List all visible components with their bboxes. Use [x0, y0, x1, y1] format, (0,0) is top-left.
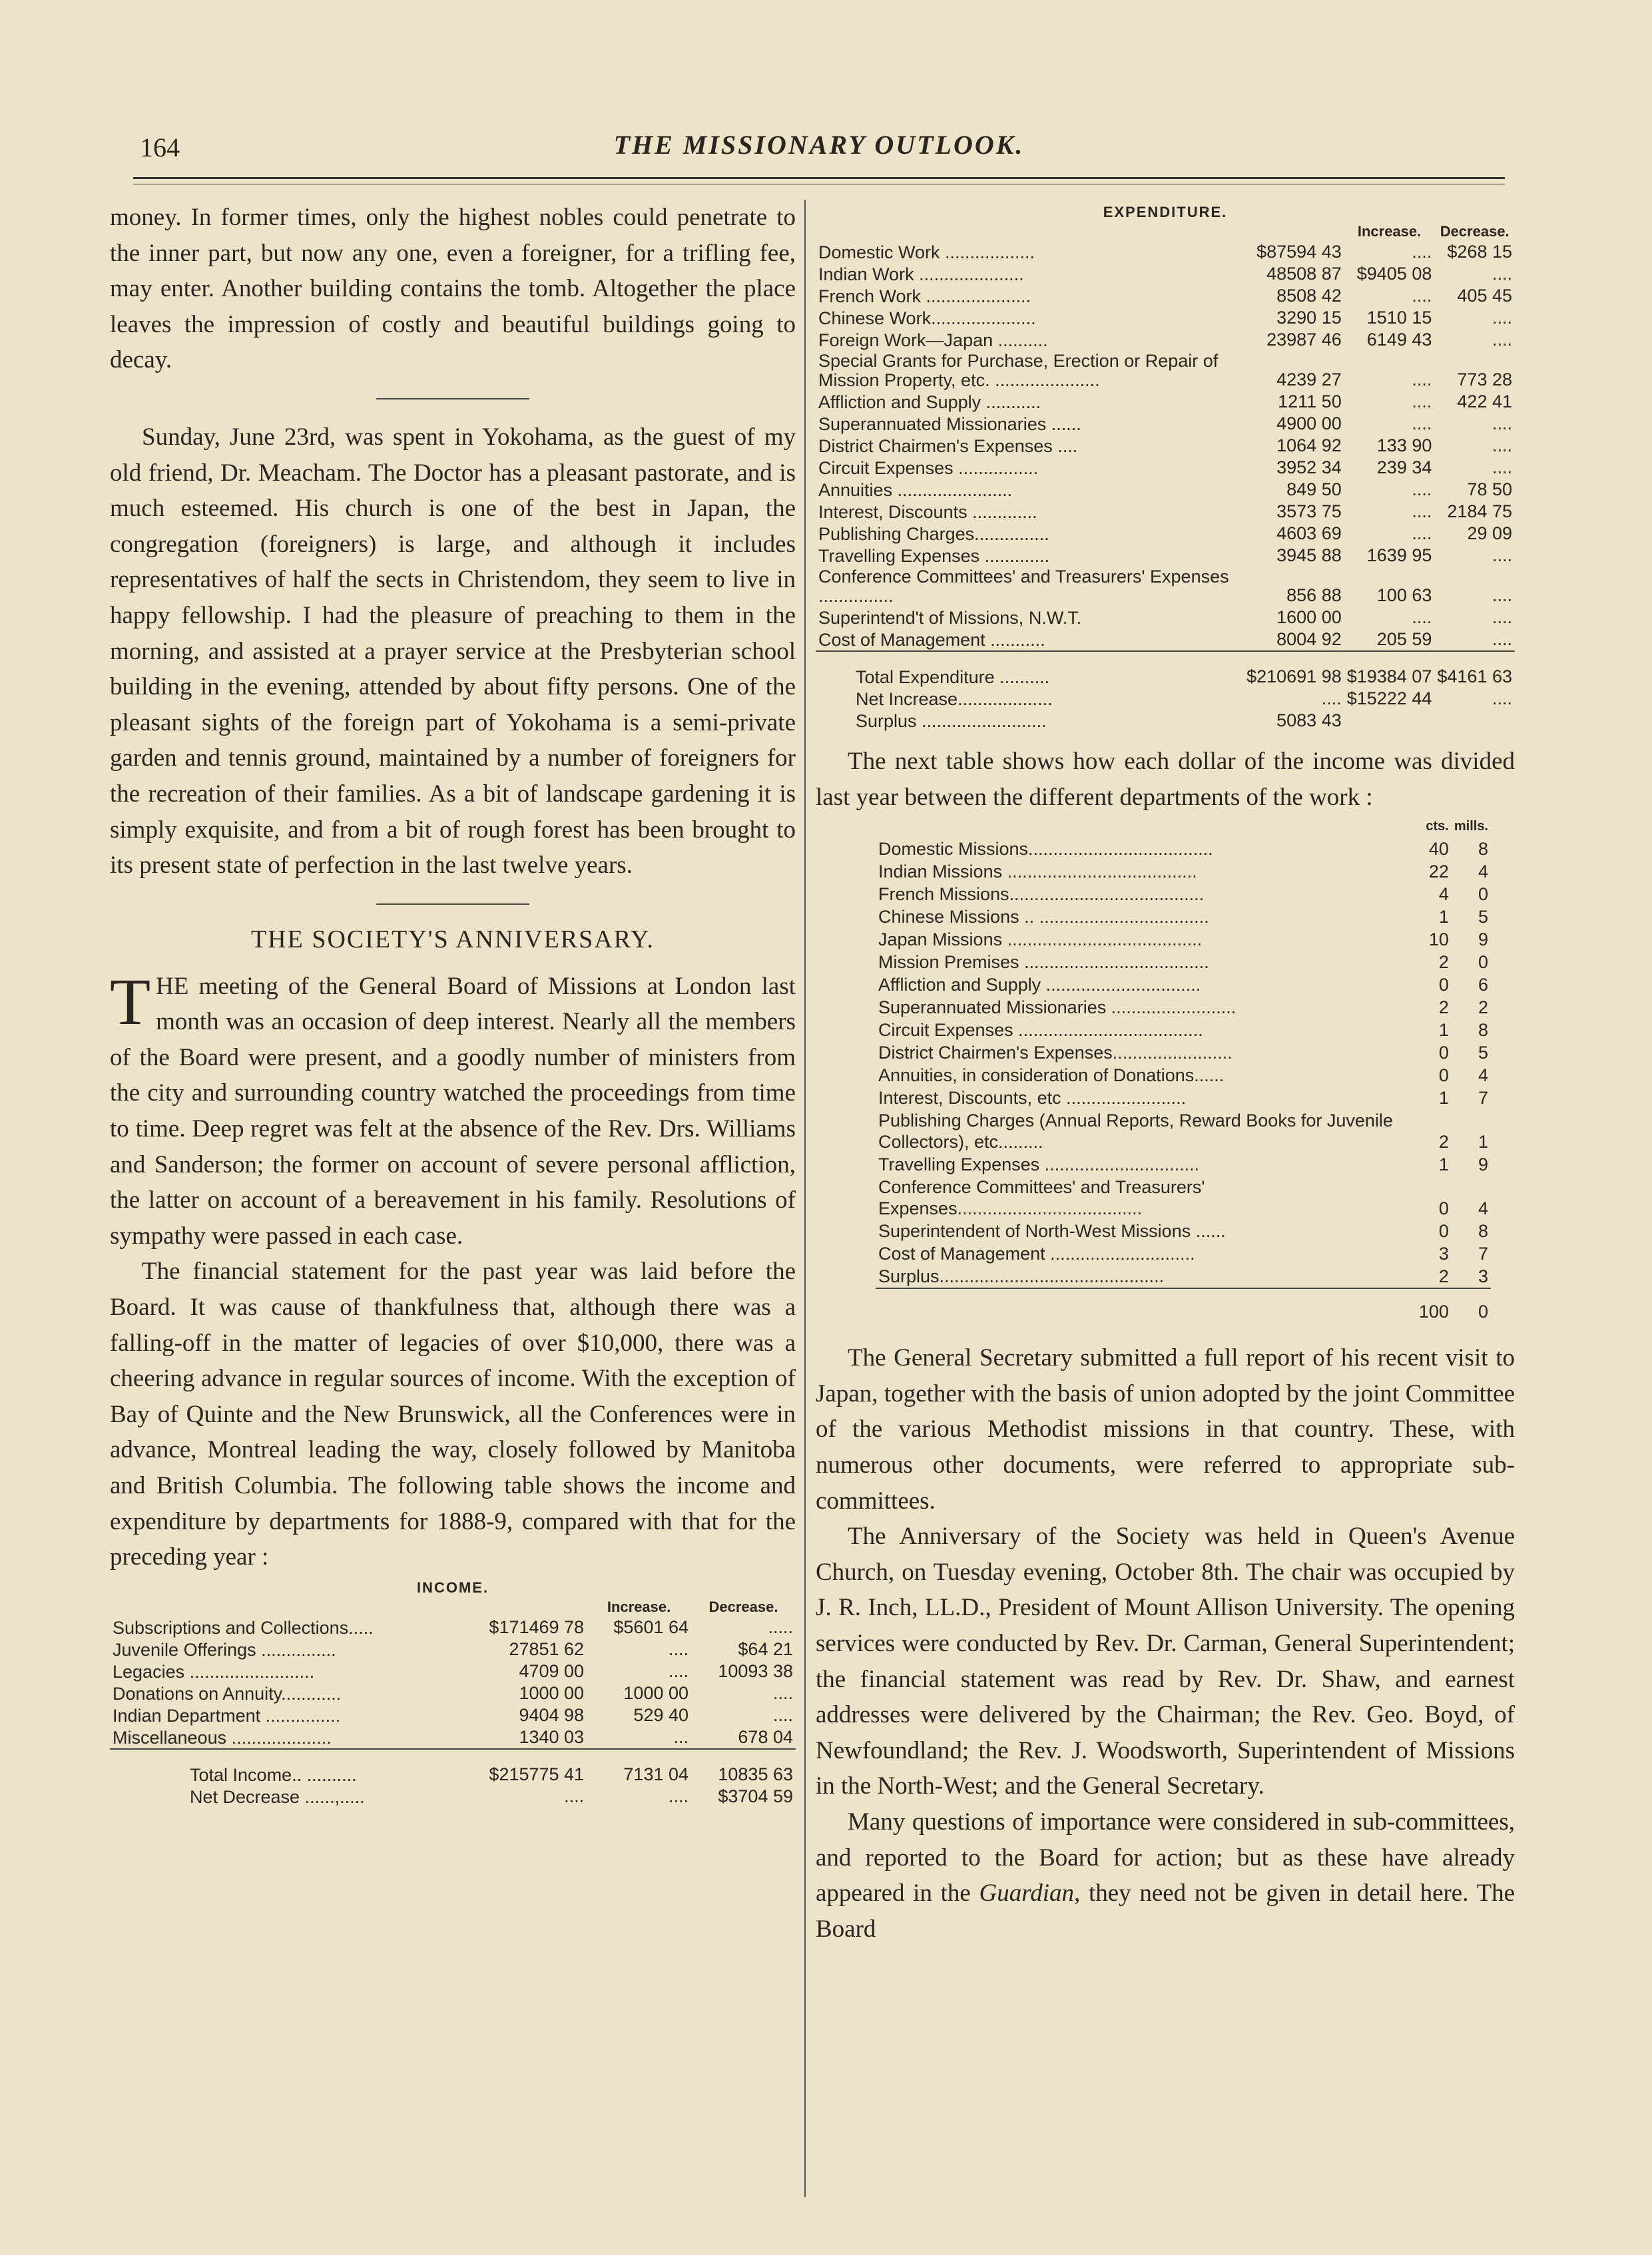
- guardian-italic: Guardian,: [979, 1879, 1081, 1907]
- distribution-mills: 5: [1478, 1043, 1488, 1063]
- section-separator: [376, 398, 529, 399]
- expenditure-total-amount: $210691 98: [1244, 651, 1344, 688]
- expenditure-row: [816, 479, 1515, 501]
- distribution-mills: 9: [1478, 929, 1488, 950]
- distribution-row: [876, 905, 1491, 928]
- paragraph-yokohama: Sunday, June 23rd, was spent in Yokohama, as the guest of my old friend, Dr. Meacham. The Doctor has a pleasant pastorate, and is much esteemed. His church is one of the best in Japan, the congregation (foreigners) is large, and although it includes representatives of half the sects in Christendom, they seem to live in happy fellowship. I had the pleasure of preaching to them in the morning, and assisted at a prayer service at the Presbyterian school building in the evening, attended by about fifty persons. One of the pleasant sights of the foreign part of Yokohama is a semi-private garden and tennis ground, maintained by a number of foreigners for the recreation of their families. As a bit of landscape gardening it is simply exquisite, and from a bit of rough forest has been brought to its present state of perfection in the last twelve years.: [110, 423, 796, 879]
- expenditure-increase: 6149 43: [1366, 330, 1432, 350]
- distribution-cts: 0: [1438, 975, 1449, 995]
- expenditure-row: [816, 628, 1515, 651]
- expenditure-label: Annuities .......................: [818, 480, 1013, 500]
- distribution-label: Chinese Missions .. ..................................: [878, 907, 1209, 927]
- income-increase: ....: [669, 1638, 689, 1659]
- distribution-mills: 8: [1478, 1020, 1488, 1041]
- income-table: [110, 1598, 796, 1808]
- income-label: Legacies .........................: [113, 1661, 315, 1682]
- expenditure-net-increase: $15222 44: [1346, 688, 1432, 708]
- distribution-cts: 0: [1438, 1221, 1449, 1242]
- expenditure-label: Conference Committees' and Treasurers' Expenses ...............: [818, 567, 1229, 606]
- expenditure-label: Superannuated Missionaries ......: [818, 414, 1081, 434]
- distribution-cts: 1: [1438, 1088, 1449, 1109]
- expenditure-decrease: ....: [1492, 435, 1512, 455]
- distribution-cts: 2: [1438, 997, 1449, 1018]
- distribution-cts: 1: [1438, 1020, 1449, 1041]
- income-amount: 4709 00: [519, 1660, 585, 1681]
- income-col-decrease: Decrease.: [708, 1598, 778, 1615]
- expenditure-increase: ....: [1412, 413, 1432, 433]
- distribution-label: Circuit Expenses .....................................: [878, 1020, 1203, 1041]
- distribution-cts: 4: [1438, 884, 1449, 905]
- distribution-mills: 8: [1478, 1221, 1488, 1242]
- expenditure-total-decrease: $4161 63: [1434, 651, 1515, 688]
- expenditure-amount: 849 50: [1286, 479, 1342, 499]
- expenditure-decrease: 405 45: [1457, 286, 1512, 306]
- distribution-cts: 40: [1428, 839, 1449, 860]
- expenditure-amount: 4603 69: [1276, 523, 1342, 543]
- distribution-cts: 0: [1438, 1065, 1449, 1086]
- expenditure-decrease: 2184 75: [1447, 501, 1512, 521]
- expenditure-increase: ....: [1412, 607, 1432, 627]
- income-row: [110, 1682, 796, 1704]
- distribution-row: [876, 928, 1491, 951]
- expenditure-increase: $9405 08: [1356, 264, 1432, 284]
- expenditure-increase: ....: [1412, 523, 1432, 543]
- paragraph-board-meeting: [110, 964, 796, 1254]
- column-divider: [804, 200, 806, 2197]
- income-decrease: 10093 38: [718, 1660, 793, 1681]
- distribution-row: [876, 1041, 1491, 1064]
- distribution-label: Indian Missions ......................................: [878, 862, 1197, 882]
- expenditure-label: Travelling Expenses .............: [818, 546, 1050, 566]
- income-amount: 27851 62: [509, 1638, 585, 1659]
- expenditure-label: Publishing Charges...............: [818, 524, 1049, 544]
- expenditure-surplus-label: Surplus .........................: [856, 711, 1047, 731]
- expenditure-label: Chinese Work.....................: [818, 308, 1036, 328]
- expenditure-row: [816, 607, 1515, 628]
- distribution-table: [876, 815, 1491, 1323]
- expenditure-label: Foreign Work—Japan ..........: [818, 330, 1048, 350]
- distribution-label: District Chairmen's Expenses........................: [878, 1043, 1233, 1063]
- expenditure-row: [816, 263, 1515, 285]
- expenditure-surplus-amount: 5083 43: [1276, 710, 1342, 730]
- distribution-cts: 1: [1438, 1154, 1449, 1175]
- expenditure-increase: ....: [1412, 286, 1432, 306]
- expenditure-label: Special Grants for Purchase, Erection or Repair of Mission Property, etc. .....................: [818, 351, 1219, 390]
- distribution-label: Cost of Management .............................: [878, 1244, 1195, 1264]
- distribution-label: Interest, Discounts, etc ........................: [878, 1088, 1187, 1109]
- income-label: Subscriptions and Collections.....: [113, 1617, 374, 1638]
- expenditure-decrease: $268 15: [1447, 242, 1512, 262]
- income-row: [110, 1660, 796, 1682]
- expenditure-increase: ....: [1412, 242, 1432, 262]
- distribution-cts: 1: [1438, 907, 1449, 927]
- distribution-label: Mission Premises .....................................: [878, 952, 1209, 973]
- expenditure-amount: 4900 00: [1276, 413, 1342, 433]
- expenditure-increase: 1639 95: [1366, 545, 1432, 565]
- income-decrease: ....: [772, 1704, 793, 1725]
- paragraph-board-meeting-text: HE meeting of the General Board of Missions at London last month was an occasion of deep interest. Nearly all the members of the Board were present, and a goodly number of ministers from the city and surrounding country watched the proceedings from time to time. Deep regret was felt at the absence of the Rev. Drs. Williams and Sanderson; the former on account of severe personal affliction, the latter on account of a bereavement in his family. Resolutions of sympathy were passed in each case.: [110, 972, 796, 1250]
- expenditure-increase: 239 34: [1376, 457, 1432, 477]
- income-label: Donations on Annuity............: [113, 1683, 342, 1704]
- expenditure-increase: ....: [1412, 391, 1432, 411]
- income-amount: $171469 78: [489, 1617, 585, 1637]
- distribution-col-mills: mills.: [1454, 819, 1488, 834]
- distribution-row: [876, 973, 1491, 996]
- distribution-label: Affliction and Supply ...............................: [878, 975, 1201, 995]
- income-row: [110, 1638, 796, 1660]
- distribution-label: Annuities, in consideration of Donations......: [878, 1065, 1225, 1086]
- expenditure-label: Interest, Discounts .............: [818, 502, 1037, 522]
- drop-cap: T: [110, 964, 151, 1039]
- expenditure-table: [816, 222, 1515, 732]
- expenditure-row: [816, 545, 1515, 567]
- expenditure-increase: ....: [1412, 501, 1432, 521]
- expenditure-row: [816, 329, 1515, 351]
- distribution-label: Domestic Missions.....................................: [878, 839, 1213, 860]
- expenditure-row: [816, 501, 1515, 523]
- expenditure-amount: 3952 34: [1276, 457, 1342, 477]
- distribution-row: [876, 1153, 1491, 1176]
- expenditure-label: District Chairmen's Expenses ....: [818, 436, 1078, 456]
- page-header: [133, 126, 1505, 166]
- distribution-row: [876, 1220, 1491, 1242]
- distribution-mills: 2: [1478, 997, 1488, 1018]
- income-col-increase: Increase.: [607, 1598, 671, 1615]
- distribution-row: [876, 838, 1491, 860]
- income-increase: 1000 00: [623, 1682, 689, 1703]
- distribution-cts: 10: [1428, 929, 1449, 950]
- distribution-mills: 4: [1478, 1065, 1488, 1086]
- expenditure-label: Affliction and Supply ...........: [818, 392, 1041, 412]
- income-table-title: INCOME.: [416, 1579, 489, 1596]
- income-decrease: 678 04: [738, 1726, 793, 1747]
- expenditure-row: [816, 241, 1515, 263]
- income-label: Miscellaneous ....................: [113, 1727, 332, 1748]
- left-column: [110, 200, 796, 1808]
- distribution-row: [876, 1087, 1491, 1109]
- expenditure-row: [816, 523, 1515, 545]
- income-increase: $5601 64: [613, 1617, 689, 1637]
- expenditure-label: Superintend't of Missions, N.W.T.: [818, 608, 1082, 628]
- right-column: [816, 200, 1515, 1947]
- expenditure-label: French Work .....................: [818, 286, 1031, 306]
- distribution-mills: 7: [1478, 1088, 1488, 1109]
- distribution-row: [876, 1265, 1491, 1288]
- distribution-mills: 4: [1478, 862, 1488, 882]
- expenditure-decrease: 78 50: [1467, 479, 1512, 499]
- income-increase: ...: [673, 1726, 689, 1747]
- expenditure-increase: ....: [1412, 479, 1432, 499]
- expenditure-amount: 1211 50: [1278, 391, 1342, 411]
- distribution-cts: 0: [1438, 1198, 1449, 1219]
- expenditure-decrease: ....: [1492, 264, 1512, 284]
- distribution-cts: 2: [1438, 1266, 1449, 1287]
- distribution-mills: 0: [1478, 952, 1488, 973]
- expenditure-increase: 1510 15: [1366, 308, 1432, 328]
- distribution-mills: 3: [1478, 1266, 1488, 1287]
- distribution-total-cts: 100: [1413, 1288, 1452, 1323]
- expenditure-decrease: 773 28: [1457, 370, 1512, 389]
- expenditure-row: [816, 567, 1515, 607]
- income-net-increase: ....: [669, 1786, 689, 1806]
- paragraph-distribution-intro: The next table shows how each dollar of the income was divided last year between the different departments of the work :: [816, 748, 1515, 811]
- expenditure-decrease: ....: [1492, 330, 1512, 350]
- distribution-row: [876, 1109, 1491, 1153]
- section-heading: THE SOCIETY'S ANNIVERSARY.: [250, 925, 655, 953]
- distribution-cts: 3: [1438, 1244, 1449, 1264]
- income-total-increase: 7131 04: [587, 1749, 691, 1786]
- expenditure-table-title: EXPENDITURE.: [1103, 204, 1228, 220]
- distribution-mills: 4: [1478, 1198, 1488, 1219]
- journal-title: THE MISSIONARY OUTLOOK.: [613, 130, 1025, 160]
- expenditure-decrease: 29 09: [1467, 523, 1512, 543]
- distribution-label: Japan Missions .......................................: [878, 929, 1203, 950]
- expenditure-increase: 205 59: [1376, 629, 1432, 649]
- distribution-row: [876, 1064, 1491, 1087]
- income-row: [110, 1704, 796, 1726]
- section-separator: [376, 903, 529, 905]
- income-amount: 9404 98: [519, 1704, 585, 1725]
- expenditure-decrease: ....: [1492, 607, 1512, 627]
- expenditure-decrease: ....: [1492, 413, 1512, 433]
- distribution-cts: 22: [1428, 862, 1449, 882]
- expenditure-row: [816, 285, 1515, 307]
- expenditure-amount: 1600 00: [1276, 607, 1342, 627]
- expenditure-amount: 3290 15: [1276, 308, 1342, 328]
- expenditure-decrease: ....: [1492, 308, 1512, 328]
- income-label: Indian Department ...............: [113, 1705, 341, 1726]
- income-net-decrease: $3704 59: [718, 1786, 793, 1806]
- expenditure-amount: 23987 46: [1266, 330, 1342, 350]
- distribution-row: [876, 1176, 1491, 1220]
- expenditure-amount: 8004 92: [1276, 629, 1342, 649]
- expenditure-col-decrease: Decrease.: [1440, 223, 1510, 240]
- expenditure-amount: $87594 43: [1256, 242, 1342, 262]
- distribution-mills: 7: [1478, 1244, 1488, 1264]
- expenditure-increase: ....: [1412, 370, 1432, 389]
- income-increase: ....: [669, 1660, 689, 1681]
- expenditure-amount: 856 88: [1286, 585, 1342, 605]
- distribution-label: Conference Committees' and Treasurers' Expenses.....................................: [878, 1177, 1205, 1219]
- expenditure-total-increase: $19384 07: [1344, 651, 1435, 688]
- expenditure-amount: 4239 27: [1276, 370, 1342, 389]
- income-net-amount: ....: [564, 1786, 585, 1806]
- income-row: [110, 1726, 796, 1749]
- paragraph-sub-committees: [816, 1804, 1515, 1947]
- distribution-mills: 5: [1478, 907, 1488, 927]
- distribution-mills: 9: [1478, 1154, 1488, 1175]
- expenditure-amount: 8508 42: [1276, 286, 1342, 306]
- distribution-row: [876, 860, 1491, 883]
- distribution-cts: 0: [1438, 1043, 1449, 1063]
- income-increase: 529 40: [633, 1704, 689, 1725]
- expenditure-row: [816, 413, 1515, 435]
- income-net-label: Net Decrease ......,.....: [190, 1786, 365, 1807]
- expenditure-increase: 133 90: [1376, 435, 1432, 455]
- expenditure-decrease: ....: [1492, 585, 1512, 605]
- income-amount: 1340 03: [519, 1726, 585, 1747]
- income-decrease: $64 21: [738, 1638, 793, 1659]
- distribution-label: French Missions.......................................: [878, 884, 1205, 905]
- income-total-label: Total Income.. ..........: [110, 1749, 456, 1786]
- expenditure-label: Cost of Management ...........: [818, 630, 1045, 650]
- expenditure-label: Circuit Expenses ................: [818, 458, 1039, 478]
- expenditure-net-amount: ....: [1321, 688, 1342, 708]
- paragraph-general-secretary: The General Secretary submitted a full report of his recent visit to Japan, together with the basis of union adopted by the joint Committee of the various Methodist missions in that country. These, with numerous other documents, were referred to appropriate sub-committees.: [816, 1344, 1515, 1515]
- expenditure-amount: 1064 92: [1276, 435, 1342, 455]
- expenditure-increase: 100 63: [1376, 585, 1432, 605]
- distribution-label: Superintendent of North-West Missions ......: [878, 1221, 1226, 1242]
- income-label: Juvenile Offerings ...............: [113, 1639, 336, 1660]
- expenditure-net-label: Net Increase...................: [856, 689, 1053, 709]
- paragraph-sub-committees-a: Many questions of importance were considered in sub-committees, and reported to the Board for action; but as these have already appeared in the: [816, 1808, 1515, 1907]
- expenditure-row: [816, 457, 1515, 479]
- distribution-col-cts: cts.: [1426, 819, 1449, 834]
- expenditure-net-decrease: ....: [1492, 688, 1512, 708]
- distribution-mills: 6: [1478, 975, 1488, 995]
- distribution-mills: 1: [1478, 1132, 1488, 1152]
- paragraph-financial-statement: The financial statement for the past year was laid before the Board. It was cause of thankfulness that, although there was a falling-off in the matter of legacies of over $10,000, there was a cheering advance in regular sources of income. With the exception of Bay of Quinte and the New Brunswick, all the Conferences were in advance, Montreal leading the way, closely followed by Manitoba and British Columbia. The following table shows the income and expenditure by departments for 1888-9, compared with that for the preceding year :: [110, 1258, 796, 1571]
- paragraph-sub-committees-b: they need not be given in detail here. The Board: [816, 1879, 1515, 1943]
- expenditure-label: Indian Work .....................: [818, 264, 1024, 284]
- distribution-mills: 0: [1478, 884, 1488, 905]
- distribution-mills: 8: [1478, 839, 1488, 860]
- expenditure-amount: 3573 75: [1276, 501, 1342, 521]
- expenditure-decrease: ....: [1492, 629, 1512, 649]
- page-number: 164: [140, 132, 180, 162]
- distribution-cts: 2: [1438, 952, 1449, 973]
- expenditure-row: [816, 307, 1515, 329]
- income-decrease: ....: [772, 1682, 793, 1703]
- distribution-row: [876, 883, 1491, 905]
- distribution-row: [876, 1242, 1491, 1265]
- paragraph-temple: money. In former times, only the highest nobles could penetrate to the inner part, but now any one, even a foreigner, for a trifling fee, may enter. Another building contains the tomb. Altogether the place leaves the impression of costly and beautiful buildings going to decay.: [110, 204, 796, 374]
- income-row: [110, 1617, 796, 1638]
- income-total-decrease: 10835 63: [691, 1749, 796, 1786]
- expenditure-total-label: Total Expenditure ..........: [816, 651, 1244, 688]
- expenditure-decrease: ....: [1492, 545, 1512, 565]
- expenditure-row: [816, 351, 1515, 391]
- distribution-row: [876, 996, 1491, 1019]
- paragraph-anniversary: The Anniversary of the Society was held in Queen's Avenue Church, on Tuesday evening, October 8th. The chair was occupied by J. R. Inch, LL.D., President of Mount Allison University. The opening services were conducted by Rev. Dr. Carman, General Superintendent; the financial statement was read by Rev. Dr. Shaw, and earnest addresses were delivered by the Chairman; the Rev. Geo. Boyd, of Newfoundland; the Rev. J. Woodsworth, Superintendent of Missions in the North-West; and the General Secretary.: [816, 1523, 1515, 1800]
- distribution-cts: 2: [1438, 1132, 1449, 1152]
- distribution-label: Surplus.............................................: [878, 1266, 1165, 1287]
- expenditure-amount: 48508 87: [1266, 264, 1342, 284]
- distribution-label: Publishing Charges (Annual Reports, Reward Books for Juvenile Collectors), etc.........: [878, 1111, 1393, 1152]
- distribution-label: Superannuated Missionaries .........................: [878, 997, 1237, 1018]
- distribution-total-mills: 0: [1452, 1288, 1491, 1323]
- distribution-label: Travelling Expenses ...............................: [878, 1154, 1200, 1175]
- distribution-row: [876, 951, 1491, 973]
- expenditure-col-increase: Increase.: [1357, 223, 1422, 240]
- expenditure-row: [816, 391, 1515, 413]
- expenditure-amount: 3945 88: [1276, 545, 1342, 565]
- expenditure-decrease: ....: [1492, 457, 1512, 477]
- distribution-row: [876, 1019, 1491, 1041]
- expenditure-label: Domestic Work ..................: [818, 242, 1035, 262]
- income-decrease: .....: [768, 1617, 793, 1637]
- expenditure-row: [816, 435, 1515, 457]
- income-total-amount: $215775 41: [456, 1749, 587, 1786]
- expenditure-decrease: 422 41: [1457, 391, 1512, 411]
- header-rule: [133, 177, 1505, 179]
- income-amount: 1000 00: [519, 1682, 585, 1703]
